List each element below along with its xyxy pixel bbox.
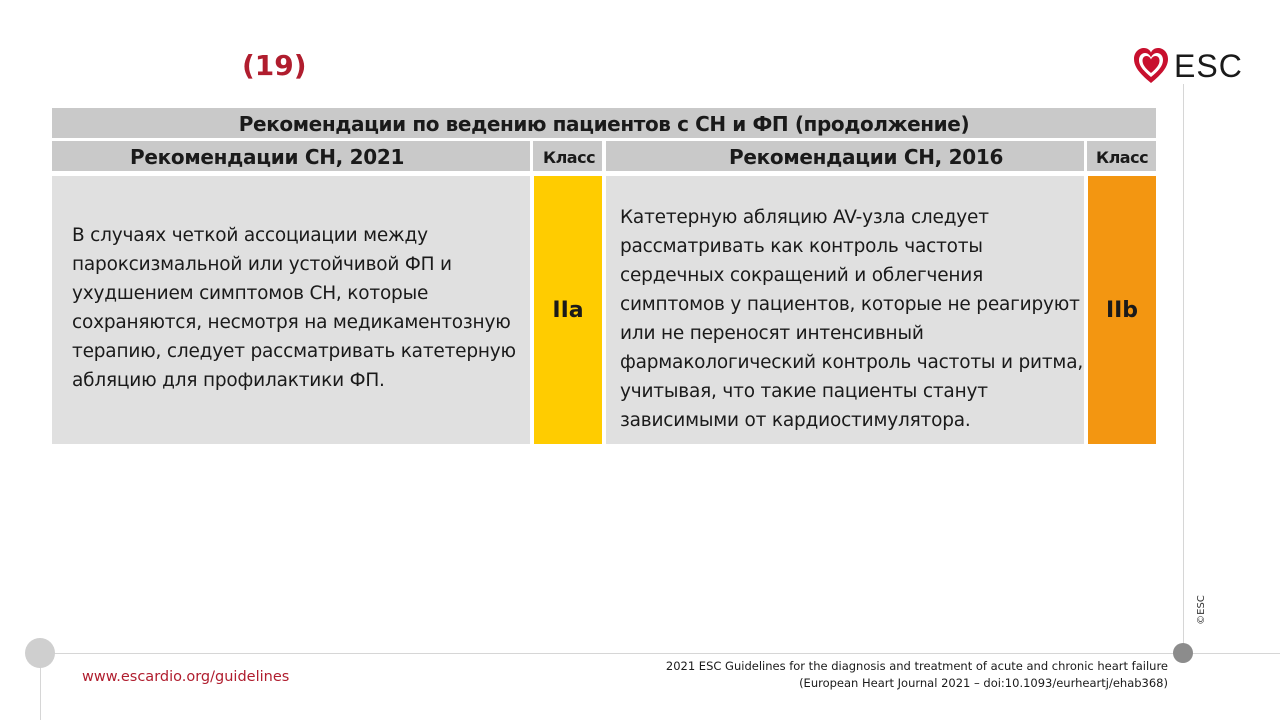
heart-icon <box>1132 46 1170 86</box>
footer-reference <box>666 658 1168 692</box>
esc-logo <box>1128 44 1248 88</box>
header-hf-2016: Рекомендации СН, 2016 <box>606 141 1084 171</box>
copyright-notice <box>1196 590 1208 630</box>
slide-number: (19) <box>242 49 307 82</box>
divider-footer <box>40 653 1280 654</box>
recommendation-2016: Катетерную абляцию AV-узла следует рассматривать как контроль частоты сердечных сокращений и облегчения симптомов у пациентов, которые не реагируют или не переносят интенсивный фармакологический контроль частоты и ритма, учитывая, что такие пациенты станут зависимыми от кардиостимулятора. <box>606 176 1084 444</box>
recommendation-2021: В случаях четкой ассоциации между пароксизмальной или устойчивой ФП и ухудшением симптомов СН, которые сохраняются, несмотря на медикаментозную терапию, следует рассматривать катетерную абляцию для профилактики ФП. <box>52 176 530 444</box>
header-class-2016: Класс <box>1087 141 1156 171</box>
logo-text: ESC <box>1174 48 1243 84</box>
copyright-text: ©ESC <box>1196 595 1207 625</box>
decor-circle-right <box>1173 643 1193 663</box>
class-badge-2021: IIa <box>534 176 602 444</box>
divider-vertical <box>1183 84 1184 654</box>
class-badge-2016: IIb <box>1088 176 1156 444</box>
decor-circle-left <box>25 638 55 668</box>
header-hf-2021: Рекомендации СН, 2021 <box>52 141 530 171</box>
table-title: Рекомендации по ведению пациентов с СН и ФП (продолжение) <box>52 108 1156 138</box>
reference-line-2: (European Heart Journal 2021 – doi:10.1093/eurheartj/ehab368) <box>799 676 1168 690</box>
reference-line-1: 2021 ESC Guidelines for the diagnosis and treatment of acute and chronic heart failure <box>665 659 1168 673</box>
header-class-2021: Класс <box>533 141 602 171</box>
guidelines-link[interactable]: www.escardio.org/guidelines <box>82 669 290 685</box>
